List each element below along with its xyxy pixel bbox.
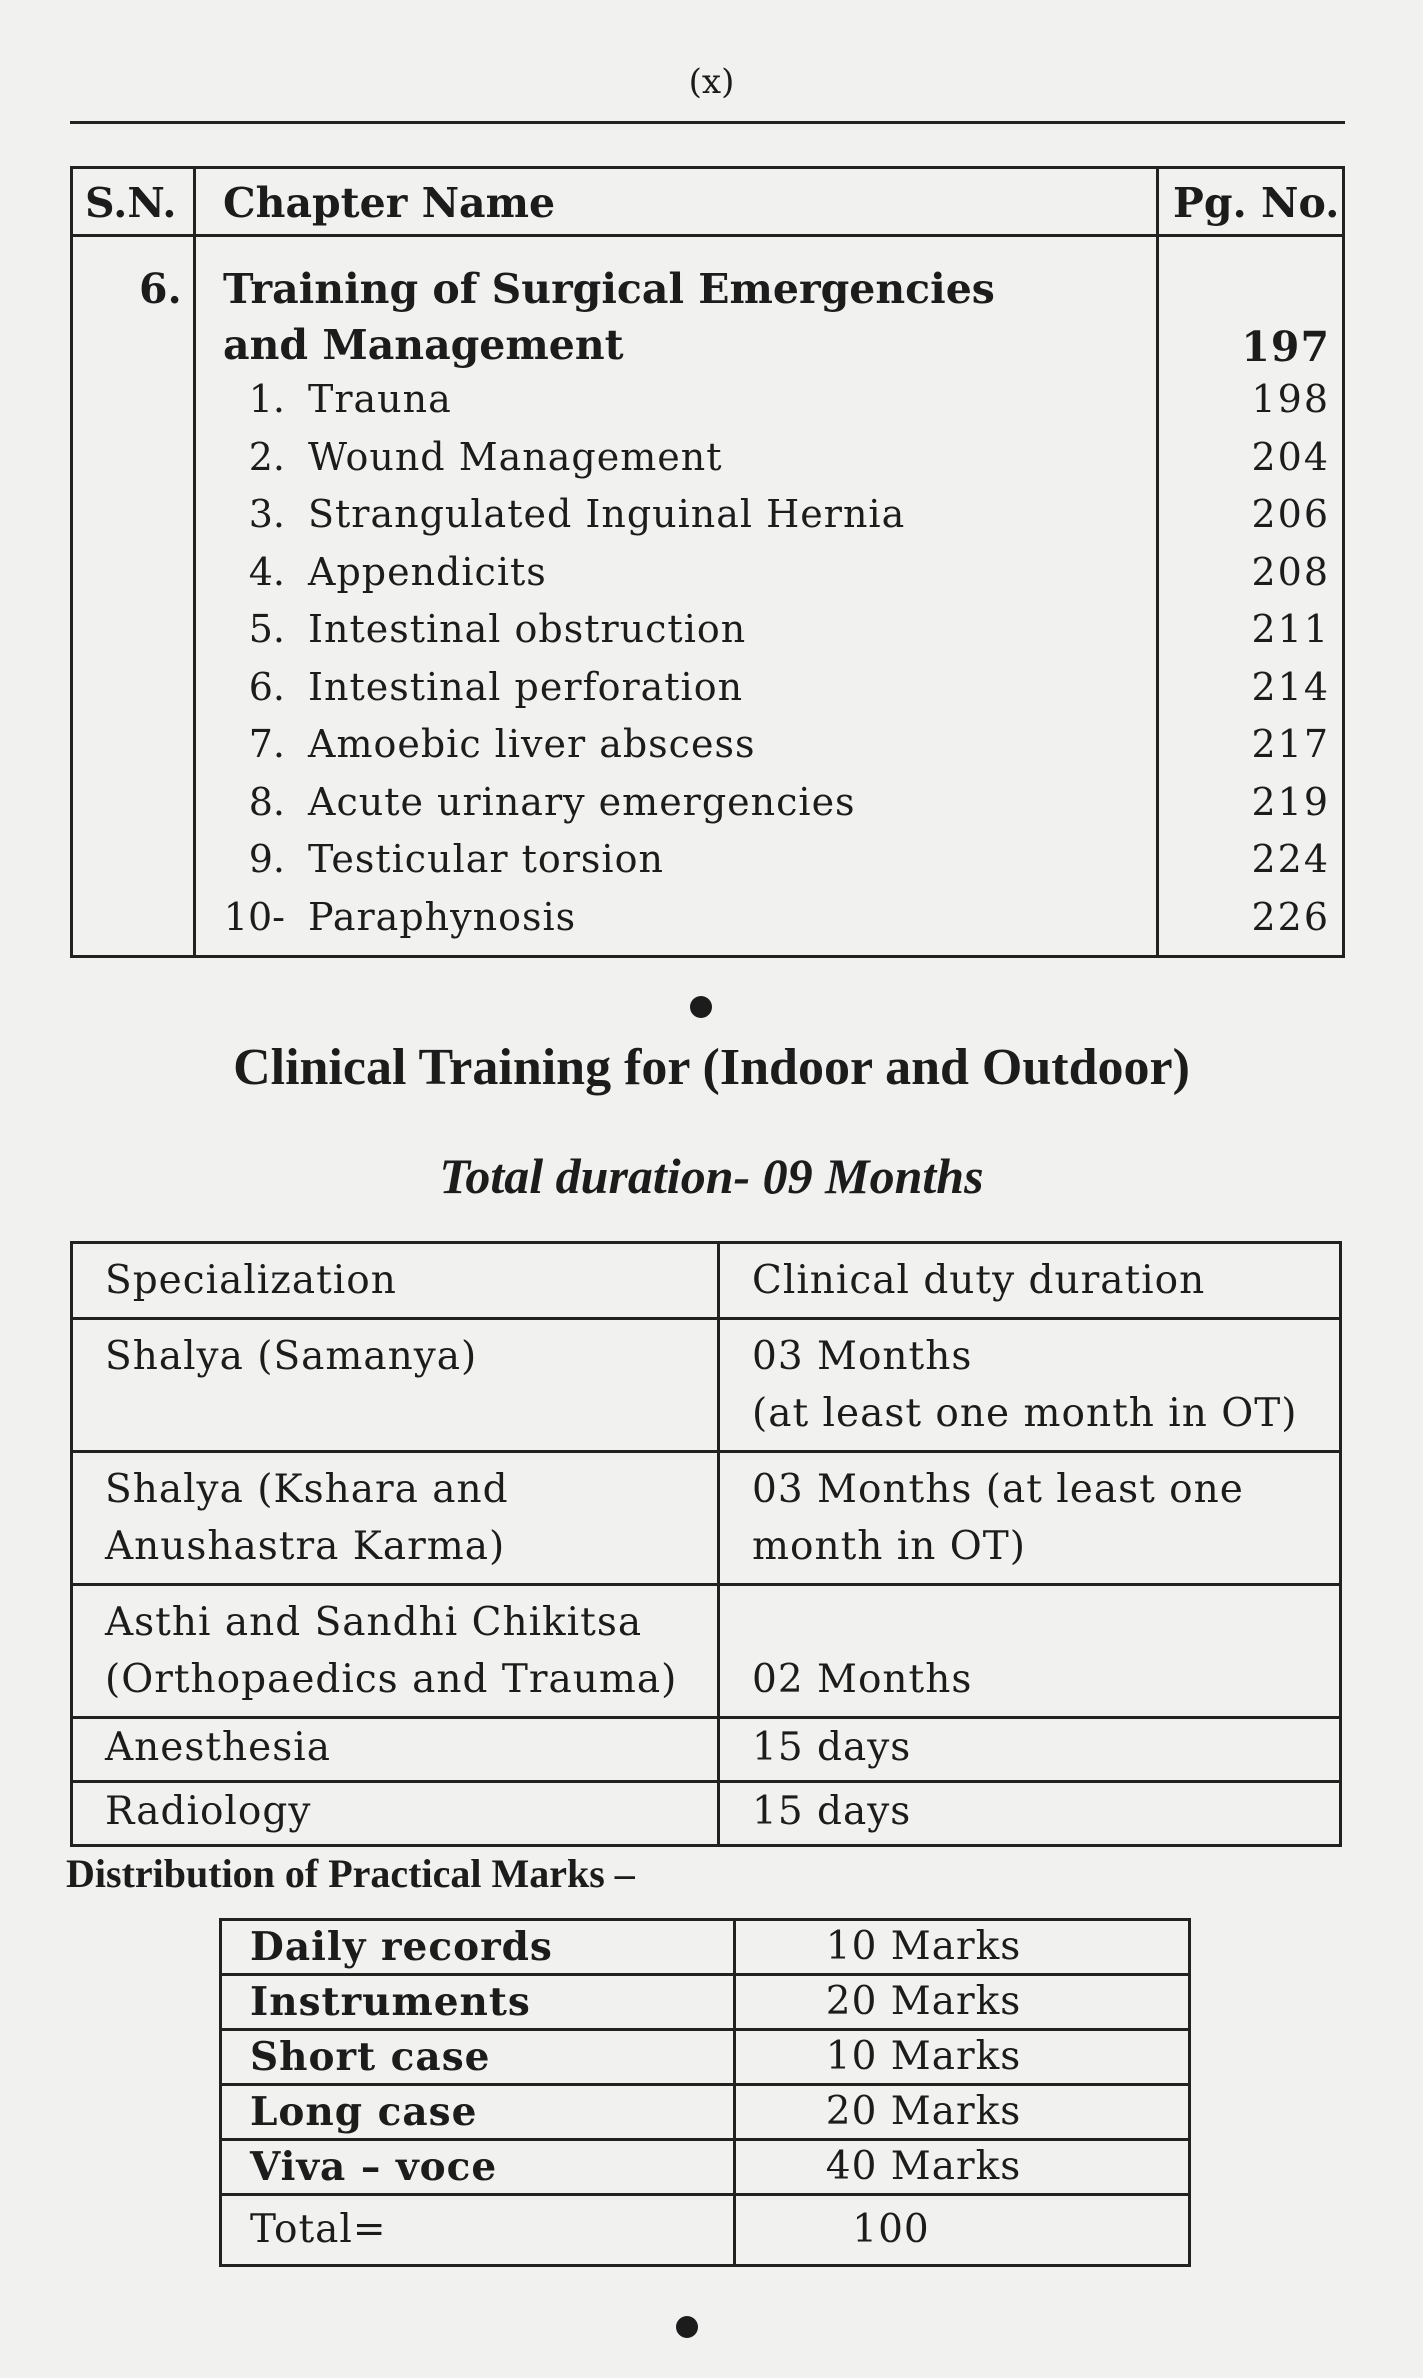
topic-page: 217 <box>1251 722 1330 766</box>
total-duration-subtitle: Total duration- 09 Months <box>439 1148 984 1204</box>
header-specialization: Specialization <box>72 1243 719 1319</box>
duration-cell: 15 days <box>719 1782 1341 1846</box>
topic-number: 3. <box>248 492 285 536</box>
table-row <box>221 1920 1190 1975</box>
column-divider <box>1156 169 1159 955</box>
topic-name: Strangulated Inguinal Hernia <box>308 492 906 536</box>
topic-page: 198 <box>1251 377 1330 421</box>
topic-page: 224 <box>1251 837 1330 881</box>
total-value: 100 <box>735 2195 1190 2266</box>
marks-value: 20 Marks <box>735 1975 1190 2030</box>
table-row <box>72 1452 1341 1585</box>
total-row <box>221 2195 1190 2266</box>
topic-name: Appendicits <box>308 550 547 594</box>
specialization-cell: Radiology <box>72 1782 719 1846</box>
topic-page: 204 <box>1251 435 1330 479</box>
table-row <box>72 1718 1341 1782</box>
specialization-cell: Shalya (Samanya) <box>72 1319 719 1452</box>
page-number: (x) <box>688 62 735 102</box>
header-chapter-name: Chapter Name <box>223 179 556 227</box>
contents-table <box>70 166 1345 958</box>
duration-cell: 03 Months (at least one month in OT) <box>719 1319 1341 1452</box>
topic-name: Trauna <box>308 377 452 421</box>
topic-number: 6. <box>248 665 285 709</box>
topic-number: 8. <box>248 780 285 824</box>
duration-cell: 03 Months (at least one month in OT) <box>719 1452 1341 1585</box>
header-page-no: Pg. No. <box>1173 179 1340 227</box>
marks-value: 20 Marks <box>735 2085 1190 2140</box>
chapter-title-line1: Training of Surgical Emergencies <box>223 265 995 313</box>
table-row <box>221 2140 1190 2195</box>
topic-number: 7. <box>248 722 285 766</box>
marks-item: Short case <box>221 2030 735 2085</box>
topic-name: Amoebic liver abscess <box>308 722 756 766</box>
marks-item: Viva – voce <box>221 2140 735 2195</box>
specialization-cell: Asthi and Sandhi Chikitsa (Orthopaedics and Trauma) <box>72 1585 719 1718</box>
topic-number: 4. <box>248 550 285 594</box>
topic-name: Paraphynosis <box>308 895 577 939</box>
topic-number: 5. <box>248 607 285 651</box>
chapter-sn: 6. <box>139 265 182 313</box>
table-row <box>72 1319 1341 1452</box>
topic-name: Intestinal perforation <box>308 665 744 709</box>
table-row <box>72 1585 1341 1718</box>
clinical-duty-table <box>70 1241 1342 1847</box>
duration-cell: 02 Months <box>719 1585 1341 1718</box>
chapter-title-line2: and Management <box>223 321 624 369</box>
header-sn: S.N. <box>85 179 177 227</box>
marks-value: 40 Marks <box>735 2140 1190 2195</box>
marks-distribution-heading: Distribution of Practical Marks – <box>66 1851 635 1896</box>
bullet-divider <box>676 2316 698 2338</box>
topic-page: 206 <box>1251 492 1330 536</box>
topic-number: 9. <box>248 837 285 881</box>
marks-item: Instruments <box>221 1975 735 2030</box>
table-row <box>221 2030 1190 2085</box>
header-divider <box>73 234 1342 237</box>
table-row <box>221 2085 1190 2140</box>
duration-cell: 15 days <box>719 1718 1341 1782</box>
chapter-page: 197 <box>1241 323 1330 371</box>
topic-number: 1. <box>248 377 285 421</box>
topic-name: Intestinal obstruction <box>308 607 747 651</box>
topic-name: Acute urinary emergencies <box>308 780 856 824</box>
specialization-cell: Shalya (Kshara and Anushastra Karma) <box>72 1452 719 1585</box>
topic-name: Testicular torsion <box>308 837 664 881</box>
practical-marks-table <box>219 1918 1191 2267</box>
topic-page: 219 <box>1251 780 1330 824</box>
clinical-training-title: Clinical Training for (Indoor and Outdoor) <box>233 1039 1190 1096</box>
marks-item: Daily records <box>221 1920 735 1975</box>
topic-name: Wound Management <box>308 435 723 479</box>
marks-value: 10 Marks <box>735 2030 1190 2085</box>
topic-page: 211 <box>1251 607 1330 651</box>
topic-number: 10- <box>223 895 285 939</box>
table-row <box>72 1782 1341 1846</box>
topic-page: 226 <box>1251 895 1330 939</box>
total-label: Total= <box>221 2195 735 2266</box>
table-row <box>221 1975 1190 2030</box>
topic-page: 208 <box>1251 550 1330 594</box>
marks-value: 10 Marks <box>735 1920 1190 1975</box>
table-header-row <box>72 1243 1341 1319</box>
topic-number: 2. <box>248 435 285 479</box>
header-rule <box>70 121 1345 124</box>
bullet-divider <box>690 996 712 1018</box>
specialization-cell: Anesthesia <box>72 1718 719 1782</box>
header-clinical-duty-duration: Clinical duty duration <box>719 1243 1341 1319</box>
marks-item: Long case <box>221 2085 735 2140</box>
topic-page: 214 <box>1251 665 1330 709</box>
column-divider <box>193 169 196 955</box>
